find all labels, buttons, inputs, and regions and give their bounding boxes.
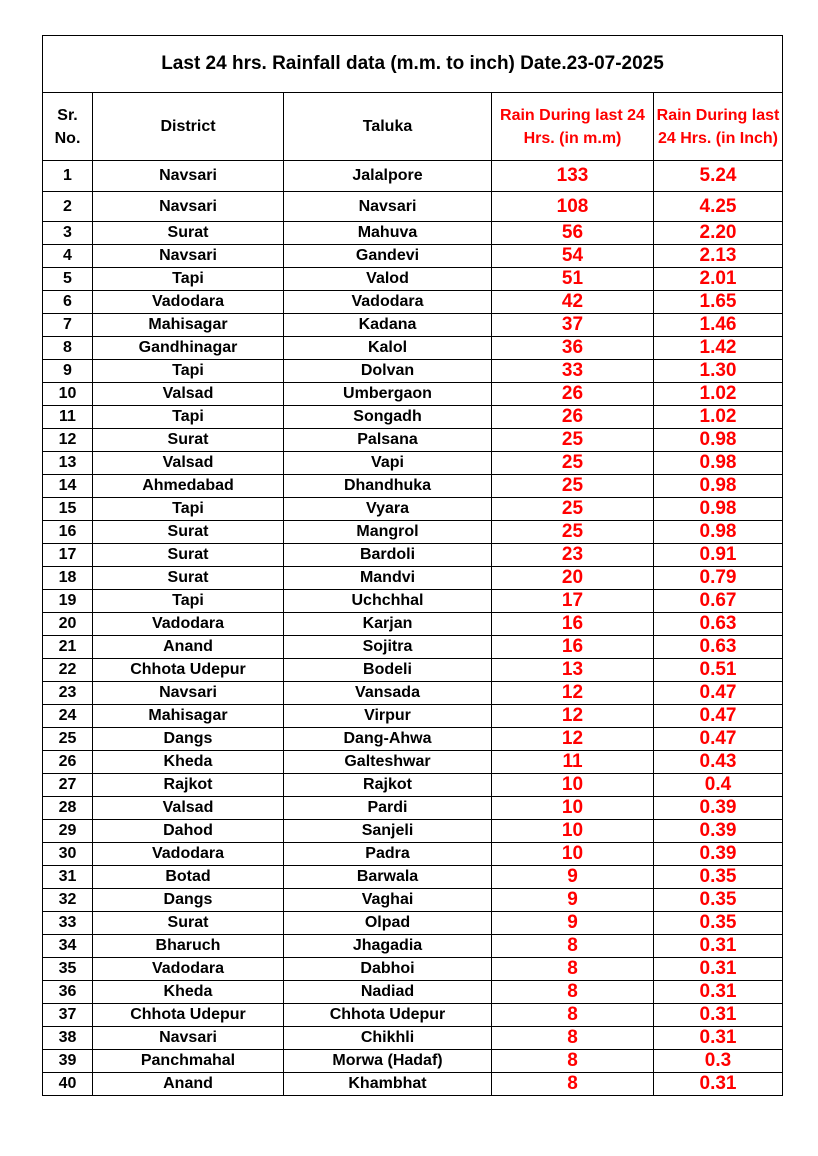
table-row [43,192,783,222]
taluka-cell: Vapi [284,452,492,475]
sr-cell: 27 [43,774,93,797]
rain-mm-cell: 23 [492,544,654,567]
table-row [43,452,783,475]
taluka-cell: Vansada [284,682,492,705]
rain-mm-cell: 25 [492,498,654,521]
district-cell: Tapi [93,406,284,429]
rain-inch-cell: 0.67 [654,590,783,613]
taluka-cell: Bodeli [284,659,492,682]
district-cell: Mahisagar [93,314,284,337]
district-cell: Chhota Udepur [93,659,284,682]
rain-mm-cell: 33 [492,360,654,383]
rain-inch-cell: 1.65 [654,291,783,314]
district-cell: Vadodara [93,958,284,981]
district-cell: Vadodara [93,613,284,636]
rain-inch-cell: 0.31 [654,935,783,958]
district-cell: Chhota Udepur [93,1004,284,1027]
table-row [43,222,783,245]
taluka-cell: Chhota Udepur [284,1004,492,1027]
rain-inch-cell: 2.13 [654,245,783,268]
table-row [43,682,783,705]
sr-cell: 22 [43,659,93,682]
rain-inch-cell: 0.63 [654,636,783,659]
sr-cell: 10 [43,383,93,406]
table-row [43,567,783,590]
table-row [43,1050,783,1073]
table-row [43,360,783,383]
taluka-cell: Kalol [284,337,492,360]
rain-inch-cell: 0.35 [654,912,783,935]
rain-inch-cell: 0.39 [654,797,783,820]
sr-cell: 7 [43,314,93,337]
rain-mm-cell: 10 [492,843,654,866]
taluka-cell: Dabhoi [284,958,492,981]
rain-inch-cell: 1.30 [654,360,783,383]
rain-mm-cell: 8 [492,1050,654,1073]
table-row [43,291,783,314]
rain-inch-cell: 0.98 [654,521,783,544]
district-cell: Panchmahal [93,1050,284,1073]
rain-mm-cell: 25 [492,452,654,475]
sr-cell: 6 [43,291,93,314]
taluka-cell: Khambhat [284,1073,492,1096]
rain-inch-cell: 0.43 [654,751,783,774]
sr-cell: 26 [43,751,93,774]
table-row [43,774,783,797]
district-cell: Navsari [93,192,284,222]
sr-cell: 34 [43,935,93,958]
rain-mm-cell: 8 [492,1073,654,1096]
rain-inch-cell: 0.31 [654,1004,783,1027]
rain-inch-cell: 0.47 [654,705,783,728]
rain-mm-cell: 10 [492,774,654,797]
rain-inch-cell: 0.35 [654,889,783,912]
rain-mm-cell: 108 [492,192,654,222]
header-taluka: Taluka [284,93,492,161]
report-title: Last 24 hrs. Rainfall data (m.m. to inch) Date.23-07-2025 [43,36,783,93]
taluka-cell: Bardoli [284,544,492,567]
rain-mm-cell: 13 [492,659,654,682]
taluka-cell: Mahuva [284,222,492,245]
rain-mm-cell: 26 [492,383,654,406]
table-row [43,751,783,774]
rain-mm-cell: 8 [492,935,654,958]
rain-mm-cell: 16 [492,613,654,636]
rain-inch-cell: 0.79 [654,567,783,590]
sr-cell: 9 [43,360,93,383]
rain-mm-cell: 20 [492,567,654,590]
rain-mm-cell: 12 [492,682,654,705]
sr-cell: 20 [43,613,93,636]
rain-inch-cell: 4.25 [654,192,783,222]
sr-cell: 5 [43,268,93,291]
rain-mm-cell: 37 [492,314,654,337]
rain-mm-cell: 25 [492,475,654,498]
table-row [43,1027,783,1050]
rain-inch-cell: 0.98 [654,498,783,521]
district-cell: Ahmedabad [93,475,284,498]
rain-mm-cell: 9 [492,889,654,912]
sr-cell: 18 [43,567,93,590]
taluka-cell: Pardi [284,797,492,820]
table-row [43,429,783,452]
table-row [43,820,783,843]
taluka-cell: Chikhli [284,1027,492,1050]
district-cell: Anand [93,1073,284,1096]
table-row [43,161,783,192]
sr-cell: 33 [43,912,93,935]
district-cell: Navsari [93,1027,284,1050]
table-row [43,498,783,521]
district-cell: Rajkot [93,774,284,797]
rain-mm-cell: 8 [492,1004,654,1027]
taluka-cell: Morwa (Hadaf) [284,1050,492,1073]
taluka-cell: Valod [284,268,492,291]
rain-inch-cell: 1.42 [654,337,783,360]
sr-cell: 30 [43,843,93,866]
sr-cell: 8 [43,337,93,360]
table-row [43,728,783,751]
table-row [43,912,783,935]
table-row [43,659,783,682]
rain-mm-cell: 56 [492,222,654,245]
district-cell: Tapi [93,498,284,521]
rainfall-table [42,35,783,1096]
taluka-cell: Umbergaon [284,383,492,406]
rain-inch-cell: 0.47 [654,682,783,705]
taluka-cell: Dang-Ahwa [284,728,492,751]
taluka-cell: Padra [284,843,492,866]
district-cell: Navsari [93,245,284,268]
district-cell: Surat [93,567,284,590]
rain-mm-cell: 16 [492,636,654,659]
district-cell: Navsari [93,682,284,705]
rain-mm-cell: 51 [492,268,654,291]
district-cell: Navsari [93,161,284,192]
sr-cell: 3 [43,222,93,245]
header-rain-mm: Rain During last 24 Hrs. (in m.m) [492,93,654,161]
rain-inch-cell: 0.39 [654,820,783,843]
rain-inch-cell: 0.98 [654,452,783,475]
district-cell: Dahod [93,820,284,843]
sr-cell: 17 [43,544,93,567]
sr-cell: 12 [43,429,93,452]
rain-inch-cell: 0.39 [654,843,783,866]
rain-mm-cell: 12 [492,728,654,751]
district-cell: Vadodara [93,843,284,866]
rain-mm-cell: 17 [492,590,654,613]
sr-cell: 24 [43,705,93,728]
taluka-cell: Rajkot [284,774,492,797]
district-cell: Kheda [93,751,284,774]
table-row [43,337,783,360]
taluka-cell: Mangrol [284,521,492,544]
taluka-cell: Olpad [284,912,492,935]
sr-cell: 1 [43,161,93,192]
rain-mm-cell: 133 [492,161,654,192]
table-row [43,958,783,981]
sr-cell: 16 [43,521,93,544]
table-row [43,935,783,958]
rain-inch-cell: 0.91 [654,544,783,567]
rain-mm-cell: 10 [492,797,654,820]
sr-cell: 15 [43,498,93,521]
sr-cell: 23 [43,682,93,705]
sr-cell: 25 [43,728,93,751]
rain-inch-cell: 0.31 [654,1027,783,1050]
taluka-cell: Dhandhuka [284,475,492,498]
taluka-cell: Vaghai [284,889,492,912]
sr-cell: 36 [43,981,93,1004]
rain-inch-cell: 0.31 [654,981,783,1004]
sr-cell: 19 [43,590,93,613]
table-row [43,636,783,659]
rain-inch-cell: 0.3 [654,1050,783,1073]
rain-inch-cell: 0.31 [654,958,783,981]
district-cell: Gandhinagar [93,337,284,360]
sr-cell: 32 [43,889,93,912]
table-row [43,705,783,728]
table-row [43,268,783,291]
taluka-cell: Gandevi [284,245,492,268]
district-cell: Anand [93,636,284,659]
district-cell: Tapi [93,590,284,613]
table-row [43,981,783,1004]
district-cell: Mahisagar [93,705,284,728]
rain-inch-cell: 0.98 [654,429,783,452]
sr-cell: 4 [43,245,93,268]
rain-mm-cell: 54 [492,245,654,268]
rain-mm-cell: 25 [492,521,654,544]
sr-cell: 40 [43,1073,93,1096]
taluka-cell: Nadiad [284,981,492,1004]
district-cell: Kheda [93,981,284,1004]
taluka-cell: Karjan [284,613,492,636]
sr-cell: 28 [43,797,93,820]
sr-cell: 29 [43,820,93,843]
table-row [43,1073,783,1096]
sr-cell: 37 [43,1004,93,1027]
rain-mm-cell: 8 [492,958,654,981]
rain-inch-cell: 0.4 [654,774,783,797]
taluka-cell: Barwala [284,866,492,889]
taluka-cell: Jhagadia [284,935,492,958]
table-row [43,889,783,912]
table-row [43,590,783,613]
rain-mm-cell: 9 [492,912,654,935]
header-row [43,93,783,161]
district-cell: Tapi [93,360,284,383]
table-row [43,1004,783,1027]
header-sr-no: Sr. No. [43,93,93,161]
table-body [43,161,783,1096]
district-cell: Vadodara [93,291,284,314]
rain-inch-cell: 0.98 [654,475,783,498]
taluka-cell: Vyara [284,498,492,521]
taluka-cell: Kadana [284,314,492,337]
taluka-cell: Navsari [284,192,492,222]
rain-mm-cell: 25 [492,429,654,452]
district-cell: Surat [93,521,284,544]
table-row [43,245,783,268]
header-rain-inch: Rain During last 24 Hrs. (in Inch) [654,93,783,161]
sr-cell: 14 [43,475,93,498]
sr-cell: 2 [43,192,93,222]
rain-inch-cell: 2.01 [654,268,783,291]
table-row [43,797,783,820]
sr-cell: 21 [43,636,93,659]
district-cell: Valsad [93,383,284,406]
district-cell: Botad [93,866,284,889]
district-cell: Valsad [93,452,284,475]
table-row [43,544,783,567]
header-district: District [93,93,284,161]
sr-cell: 38 [43,1027,93,1050]
rain-inch-cell: 0.31 [654,1073,783,1096]
taluka-cell: Dolvan [284,360,492,383]
table-row [43,866,783,889]
rain-inch-cell: 0.63 [654,613,783,636]
sr-cell: 11 [43,406,93,429]
sr-cell: 31 [43,866,93,889]
district-cell: Surat [93,429,284,452]
rain-inch-cell: 0.51 [654,659,783,682]
taluka-cell: Uchchhal [284,590,492,613]
rain-inch-cell: 1.02 [654,406,783,429]
rain-mm-cell: 8 [492,981,654,1004]
district-cell: Surat [93,544,284,567]
table-row [43,406,783,429]
rain-inch-cell: 2.20 [654,222,783,245]
rain-inch-cell: 0.47 [654,728,783,751]
table-row [43,843,783,866]
rainfall-report [42,35,782,1096]
district-cell: Surat [93,222,284,245]
taluka-cell: Mandvi [284,567,492,590]
sr-cell: 13 [43,452,93,475]
table-row [43,383,783,406]
taluka-cell: Sojitra [284,636,492,659]
taluka-cell: Vadodara [284,291,492,314]
district-cell: Tapi [93,268,284,291]
sr-cell: 35 [43,958,93,981]
rain-mm-cell: 8 [492,1027,654,1050]
district-cell: Valsad [93,797,284,820]
rain-mm-cell: 12 [492,705,654,728]
rain-mm-cell: 11 [492,751,654,774]
district-cell: Dangs [93,889,284,912]
district-cell: Dangs [93,728,284,751]
table-row [43,314,783,337]
taluka-cell: Galteshwar [284,751,492,774]
sr-cell: 39 [43,1050,93,1073]
rain-inch-cell: 5.24 [654,161,783,192]
rain-mm-cell: 26 [492,406,654,429]
rain-inch-cell: 1.02 [654,383,783,406]
taluka-cell: Songadh [284,406,492,429]
table-row [43,521,783,544]
taluka-cell: Virpur [284,705,492,728]
table-row [43,613,783,636]
rain-inch-cell: 1.46 [654,314,783,337]
taluka-cell: Palsana [284,429,492,452]
taluka-cell: Jalalpore [284,161,492,192]
rain-mm-cell: 10 [492,820,654,843]
rain-mm-cell: 36 [492,337,654,360]
table-row [43,475,783,498]
rain-inch-cell: 0.35 [654,866,783,889]
district-cell: Bharuch [93,935,284,958]
rain-mm-cell: 42 [492,291,654,314]
taluka-cell: Sanjeli [284,820,492,843]
district-cell: Surat [93,912,284,935]
rain-mm-cell: 9 [492,866,654,889]
